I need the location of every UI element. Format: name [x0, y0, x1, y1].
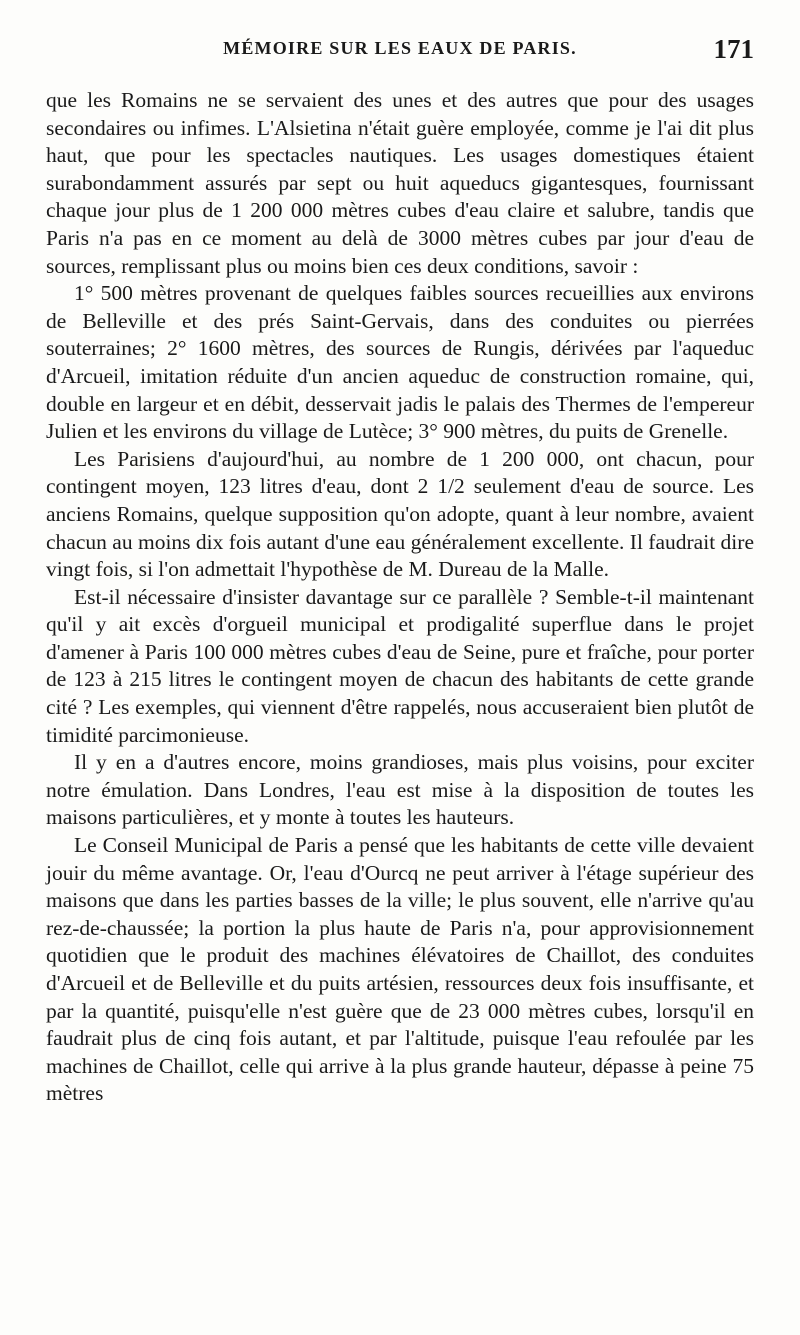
paragraph-sources-list: 1° 500 mètres provenant de quelques faibles sources recueillies aux environs de Belleville et des prés Saint-Gervais, dans des conduites ou pierrées souterraines; 2° 1600 mètres, des sources de Rungis, dérivées par l'aqueduc d'Arcueil, imitation réduite d'un ancien aqueduc de construction romaine, qui, double en largeur et en débit, desservait jadis le palais des Thermes de l'empereur Julien et les environs du village de Lutèce; 3° 900 mètres, du puits de Grenelle.: [46, 281, 754, 444]
paragraph-parallel: Est-il nécessaire d'insister davantage sur ce parallèle ? Semble-t-il maintenant qu'il y ait excès d'orgueil municipal et prodigalité superflue dans le projet d'amener à Paris 100 000 mètres cubes d'eau de Seine, pure et fraîche, pour porter de 123 à 215 litres le contingent moyen de chacun des habitants de cette grande cité ? Les exemples, qui viennent d'être rappelés, nous accuseraient bien plutôt de timidité parcimonieuse.: [46, 584, 754, 747]
paragraph-continued: que les Romains ne se servaient des unes et des autres que pour des usages secondaires ou infimes. L'Alsietina n'était guère employée, comme je l'ai dit plus haut, que pour les spectacles nautiques. Les usages domestiques étaient surabondamment assurés par sept ou huit aqueducs gigantesques, fournissant chaque jour plus de 1 200 000 mètres cubes d'eau claire et salubre, tandis que Paris n'a pas en ce moment au delà de 3000 mètres cubes par jour d'eau de sources, remplissant plus ou moins bien ces deux conditions, savoir :: [46, 88, 754, 278]
running-header: [40, 34, 760, 70]
body-text: [46, 87, 754, 1108]
paragraph-london: Il y en a d'autres encore, moins grandioses, mais plus voisins, pour exciter notre émulation. Dans Londres, l'eau est mise à la disposition de toutes les maisons particulières, et y monte à toutes les hauteurs.: [46, 750, 754, 830]
paragraph-conseil-municipal: Le Conseil Municipal de Paris a pensé que les habitants de cette ville devaient jouir du même avantage. Or, l'eau d'Ourcq ne peut arriver à l'étage supérieur des maisons que dans les parties basses de la ville; le plus souvent, elle n'arrive qu'au rez-de-chaussée; la portion la plus haute de Paris n'a, pour approvisionnement quotidien que le produit des machines élévatoires de Chaillot, des conduites d'Arcueil et de Belleville et du puits artésien, ressources deux fois insuffisante, et par la quantité, puisqu'elle n'est guère que de 23 000 mètres cubes, lorsqu'il en faudrait plus de cinq fois autant, et par l'altitude, puisque l'eau refoulée par les machines de Chaillot, celle qui arrive à la plus grande hauteur, dépasse à peine 75 mètres: [46, 833, 754, 1106]
page-number: 171: [713, 34, 754, 64]
running-title: MÉMOIRE SUR LES EAUX DE PARIS.: [223, 38, 577, 58]
paragraph-parisians: Les Parisiens d'aujourd'hui, au nombre de 1 200 000, ont chacun, pour contingent moyen, 123 litres d'eau, dont 2 1/2 seulement d'eau de source. Les anciens Romains, quelque supposition qu'on adopte, quant à leur nombre, avaient chacun au moins dix fois autant d'une eau généralement excellente. Il faudrait dire vingt fois, si l'on admettait l'hypothèse de M. Dureau de la Malle.: [46, 446, 754, 582]
